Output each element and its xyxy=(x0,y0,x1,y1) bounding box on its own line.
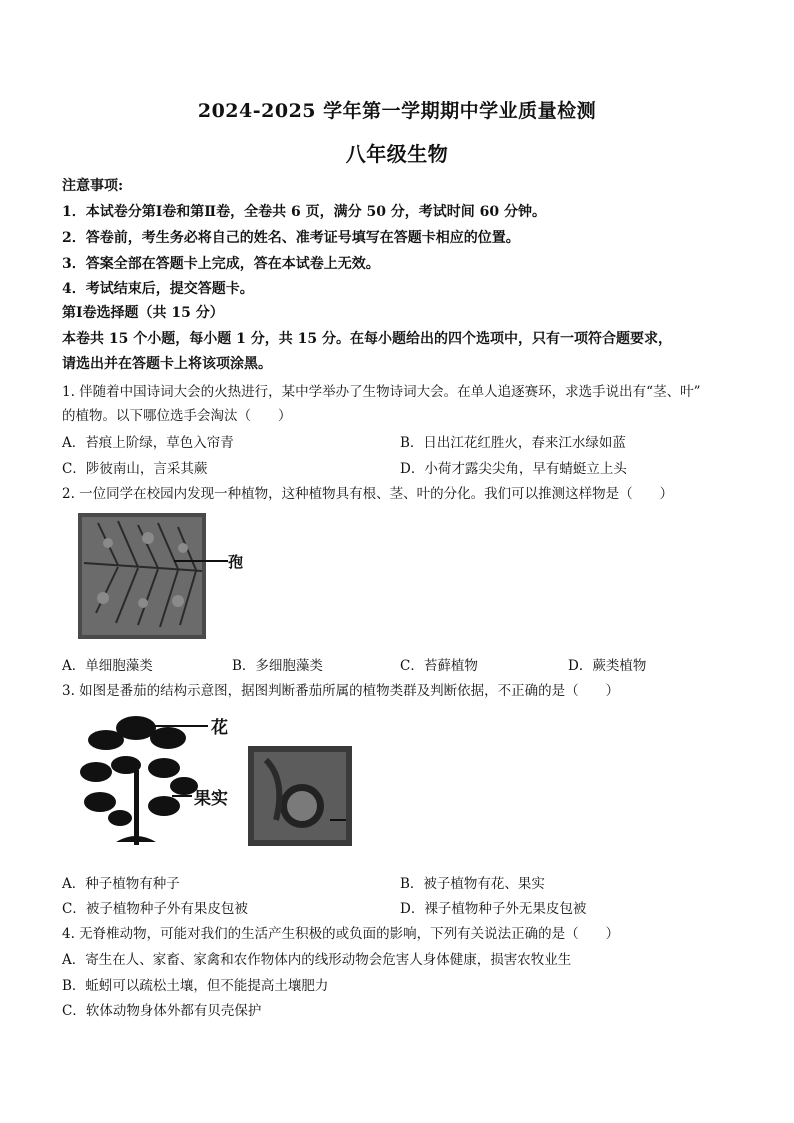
fruit-label: 果实 xyxy=(194,789,228,809)
q2-option-c: C．苔藓植物 xyxy=(400,658,478,674)
question-2-stem: 2. 一位同学在校园内发现一种植物，这种植物具有根、茎、叶的分化。我们可以推测这样物是（ ） xyxy=(62,486,674,502)
note-item: 2．答卷前，考生务必将自己的姓名、准考证号填写在答题卡相应的位置。 xyxy=(62,230,520,246)
q2-option-b: B．多细胞藻类 xyxy=(232,658,323,674)
fern-leaf-photo xyxy=(78,513,248,639)
q1-option-b: B．日出江花红胜火，春来江水绿如蓝 xyxy=(400,435,626,451)
q3-option-c: C．被子植物种子外有果皮包被 xyxy=(62,901,248,917)
note-item: 1．本试卷分第Ⅰ卷和第Ⅱ卷，全卷共 6 页，满分 50 分，考试时间 60 分钟。 xyxy=(62,204,547,220)
question-4-stem: 4. 无脊椎动物，可能对我们的生活产生积极的或负面的影响，下列有关说法正确的是（ ） xyxy=(62,926,620,942)
note-item: 4．考试结束后，提交答题卡。 xyxy=(62,281,254,297)
q2-option-d: D．蕨类植物 xyxy=(568,658,647,674)
q3-option-d: D．裸子植物种子外无果皮包被 xyxy=(400,901,587,917)
notes-heading: 注意事项: xyxy=(62,178,124,194)
question-1-stem: 的植物。以下哪位选手会淘汰（ ） xyxy=(62,408,292,424)
section-instruction: 请选出并在答题卡上将该项涂黑。 xyxy=(62,356,272,372)
q4-option-b: B．蚯蚓可以疏松土壤，但不能提高土壤肥力 xyxy=(62,978,329,994)
q4-option-a: A．寄生在人、家畜、家禽和农作物体内的线形动物会危害人身体健康，损害农牧业生 xyxy=(62,952,572,968)
q4-option-c: C．软体动物身体外都有贝壳保护 xyxy=(62,1003,262,1019)
section-heading: 第Ⅰ卷选择题（共 15 分） xyxy=(62,305,224,321)
fern-part-label: 孢 xyxy=(228,553,244,571)
note-item: 3．答案全部在答题卡上完成，答在本试卷上无效。 xyxy=(62,256,380,272)
q1-option-d: D．小荷才露尖尖角，早有蜻蜓立上头 xyxy=(400,461,627,477)
question-1-stem: 1. 伴随着中国诗词大会的火热进行，某中学举办了生物诗词大会。在单人追逐赛环，求选手说出有“茎、叶” xyxy=(62,384,701,400)
question-3-stem: 3. 如图是番茄的结构示意图，据图判断番茄所属的植物类群及判断依据，不正确的是（ ） xyxy=(62,683,620,699)
q3-option-a: A．种子植物有种子 xyxy=(62,876,180,892)
tomato-plant-diagram xyxy=(76,710,356,850)
q1-option-c: C．陟彼南山，言采其蕨 xyxy=(62,461,208,477)
q3-option-b: B．被子植物有花、果实 xyxy=(400,876,545,892)
flower-label: 花 xyxy=(211,718,228,738)
exam-subtitle: 八年级生物 xyxy=(345,142,449,166)
exam-title: 2024-2025 学年第一学期期中学业质量检测 xyxy=(197,100,597,122)
q2-option-a: A．单细胞藻类 xyxy=(62,658,153,674)
q1-option-a: A．苔痕上阶绿，草色入帘青 xyxy=(62,435,234,451)
section-instruction: 本卷共 15 个小题，每小题 1 分，共 15 分。在每小题给出的四个选项中，只有一项符合题要求， xyxy=(62,331,672,347)
